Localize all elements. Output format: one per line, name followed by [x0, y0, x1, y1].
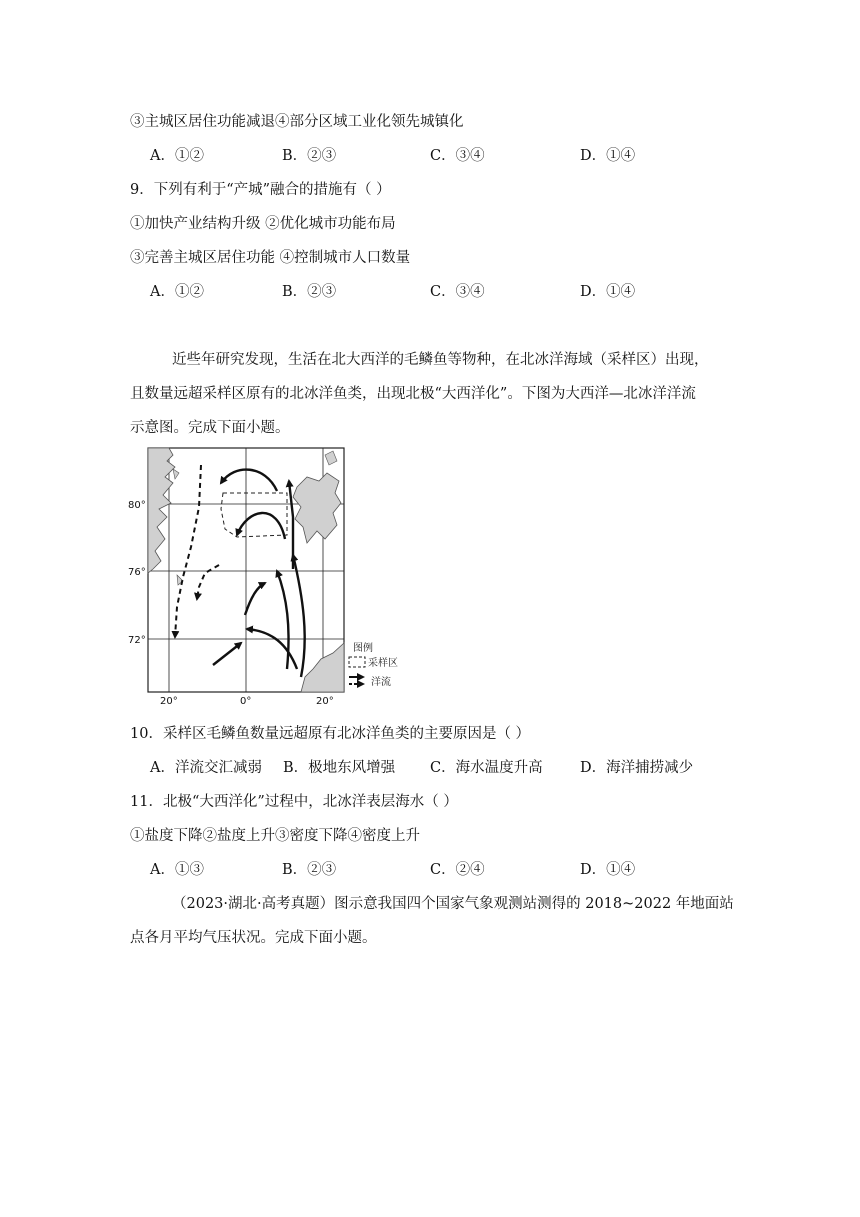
legend-sample-swatch: [349, 657, 365, 667]
q8-option-b[interactable]: B．②③: [282, 148, 337, 164]
q11-option-c[interactable]: C．②④: [430, 862, 485, 878]
scandinavia-landmass: [301, 643, 344, 692]
legend-sample-label: 采样区: [368, 658, 398, 669]
next-passage-line-1: （2023·湖北·高考真题）图示意我国四个国家气象观测站测得的 2018~2022 年地面站: [172, 896, 734, 912]
q10-option-b[interactable]: B．极地东风增强: [283, 760, 396, 776]
q11-stem: 11．北极“大西洋化”过程中，北冰洋表层海水（ ）: [130, 794, 458, 810]
next-passage-line-2: 点各月平均气压状况。完成下面小题。: [130, 930, 377, 946]
passage-line-3: 示意图。完成下面小题。: [130, 420, 290, 436]
q8-option-c[interactable]: C．③④: [430, 148, 485, 164]
lat-label-72: 72°: [128, 635, 146, 646]
svalbard-landmass: [293, 473, 341, 543]
q9-stem: 9．下列有利于“产城”融合的措施有（ ）: [130, 182, 391, 198]
q10-option-d[interactable]: D．海洋捕捞减少: [580, 760, 694, 776]
legend-current-label: 洋流: [371, 677, 391, 688]
q9-option-b[interactable]: B．②③: [282, 284, 337, 300]
q9-statement-line-2: ③完善主城区居住功能 ④控制城市人口数量: [130, 250, 411, 266]
q10-option-c[interactable]: C．海水温度升高: [430, 760, 543, 776]
q11-option-b[interactable]: B．②③: [282, 862, 337, 878]
lon-label-0: 0°: [240, 696, 252, 707]
q8-option-a[interactable]: A．①②: [150, 148, 204, 164]
q9-option-a[interactable]: A．①②: [150, 284, 204, 300]
legend-title: 图例: [353, 643, 373, 654]
lat-label-80: 80°: [128, 500, 146, 511]
q8-statement-line: ③主城区居住功能减退④部分区域工业化领先城镇化: [130, 114, 464, 130]
q9-option-d[interactable]: D．①④: [580, 284, 636, 300]
q9-option-c[interactable]: C．③④: [430, 284, 485, 300]
q10-option-a[interactable]: A．洋流交汇减弱: [150, 760, 262, 776]
passage-line-1: 近些年研究发现，生活在北大西洋的毛鳞鱼等物种，在北冰洋海域（采样区）出现，: [172, 352, 709, 368]
q11-statement-line: ①盐度下降②盐度上升③密度下降④密度上升: [130, 828, 420, 844]
q10-stem: 10．采样区毛鳞鱼数量远超原有北冰洋鱼类的主要原因是（ ）: [130, 726, 531, 742]
ocean-current-map: [147, 447, 407, 697]
lat-label-76: 76°: [128, 567, 146, 578]
lon-label-20e: 20°: [316, 696, 334, 707]
greenland-landmass: [148, 448, 175, 573]
q8-option-d[interactable]: D．①④: [580, 148, 636, 164]
q11-option-a[interactable]: A．①③: [150, 862, 204, 878]
lon-label-20w: 20°: [160, 696, 178, 707]
passage-line-2: 且数量远超采样区原有的北冰洋鱼类，出现北极“大西洋化”。下图为大西洋—北冰洋洋流: [130, 386, 696, 402]
q11-option-d[interactable]: D．①④: [580, 862, 636, 878]
q9-statement-line-1: ①加快产业结构升级 ②优化城市功能布局: [130, 216, 396, 232]
